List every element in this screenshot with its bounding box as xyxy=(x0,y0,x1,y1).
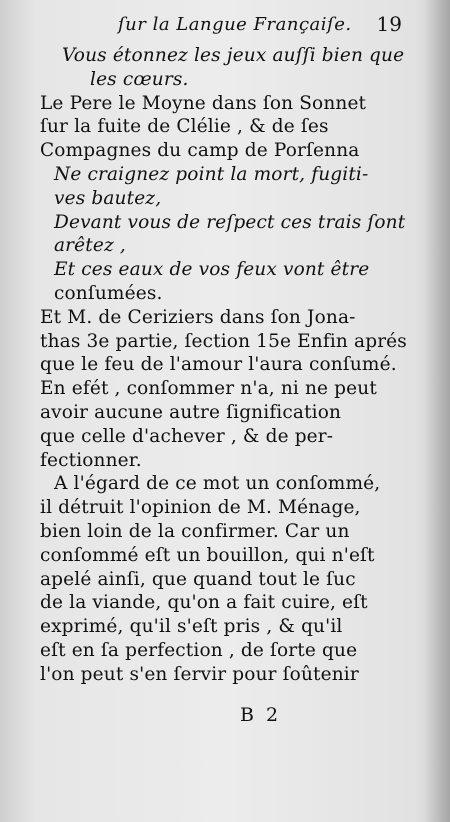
text-line: ves bautez, xyxy=(54,187,162,209)
signature-mark: B 2 xyxy=(240,704,282,726)
text-line: eſt en ſa perfection , de ſorte que xyxy=(40,639,358,661)
text-line: de la viande, qu'on a fait cuire, eſt xyxy=(40,592,368,614)
text-line: il détruit l'opinion de M. Ménage, xyxy=(40,497,361,519)
text-line: thas 3e partie, ſection 15e Enfin aprés xyxy=(40,330,407,352)
text-line: l'on peut s'en ſervir pour ſoûtenir xyxy=(40,663,359,685)
text-line: Vous étonnez les jeux auſſi bien que xyxy=(62,45,405,66)
body-text xyxy=(40,44,407,687)
text-line: exprimé, qu'il s'eſt pris , & qu'il xyxy=(40,616,343,638)
text-line: Devant vous de reſpect ces trais ſont xyxy=(54,211,406,233)
text-line: Le Pere le Moyne dans ſon Sonnet xyxy=(40,92,367,114)
text-line: les cœurs. xyxy=(90,68,189,90)
text-line: conſommé eſt un bouillon, qui n'eſt xyxy=(40,544,375,566)
text-line: conſumées. xyxy=(54,282,163,304)
text-line: que celle d'achever , & de per- xyxy=(40,425,334,447)
page-edge-shadow xyxy=(424,0,450,822)
text-line: En efét , conſommer n'a, ni ne peut xyxy=(40,378,377,400)
text-line: Et ces eaux de vos feux vont être xyxy=(54,259,370,281)
text-line: apelé ainſi, que quand tout le ſuc xyxy=(40,568,356,590)
text-line: Compagnes du camp de Porſenna xyxy=(40,140,360,162)
text-line: que le feu de l'amour l'aura conſumé. xyxy=(40,354,397,376)
text-line: ſur la fuite de Clélie , & de ſes xyxy=(40,116,329,138)
text-line: fectionner. xyxy=(40,449,142,471)
text-line: A l'égard de ce mot un conſommé, xyxy=(54,473,381,495)
text-line: Ne craignez point la mort, fugiti- xyxy=(54,163,369,185)
text-line: arêtez , xyxy=(54,235,126,257)
running-head: ſur la Langue Françaiſe. xyxy=(118,14,352,35)
text-line: Et M. de Ceriziers dans ſon Jona- xyxy=(40,306,356,328)
text-line: bien loin de la confirmer. Car un xyxy=(40,520,350,542)
text-line: avoir aucune autre ſignification xyxy=(40,401,342,423)
page-number: 19 xyxy=(376,12,402,36)
